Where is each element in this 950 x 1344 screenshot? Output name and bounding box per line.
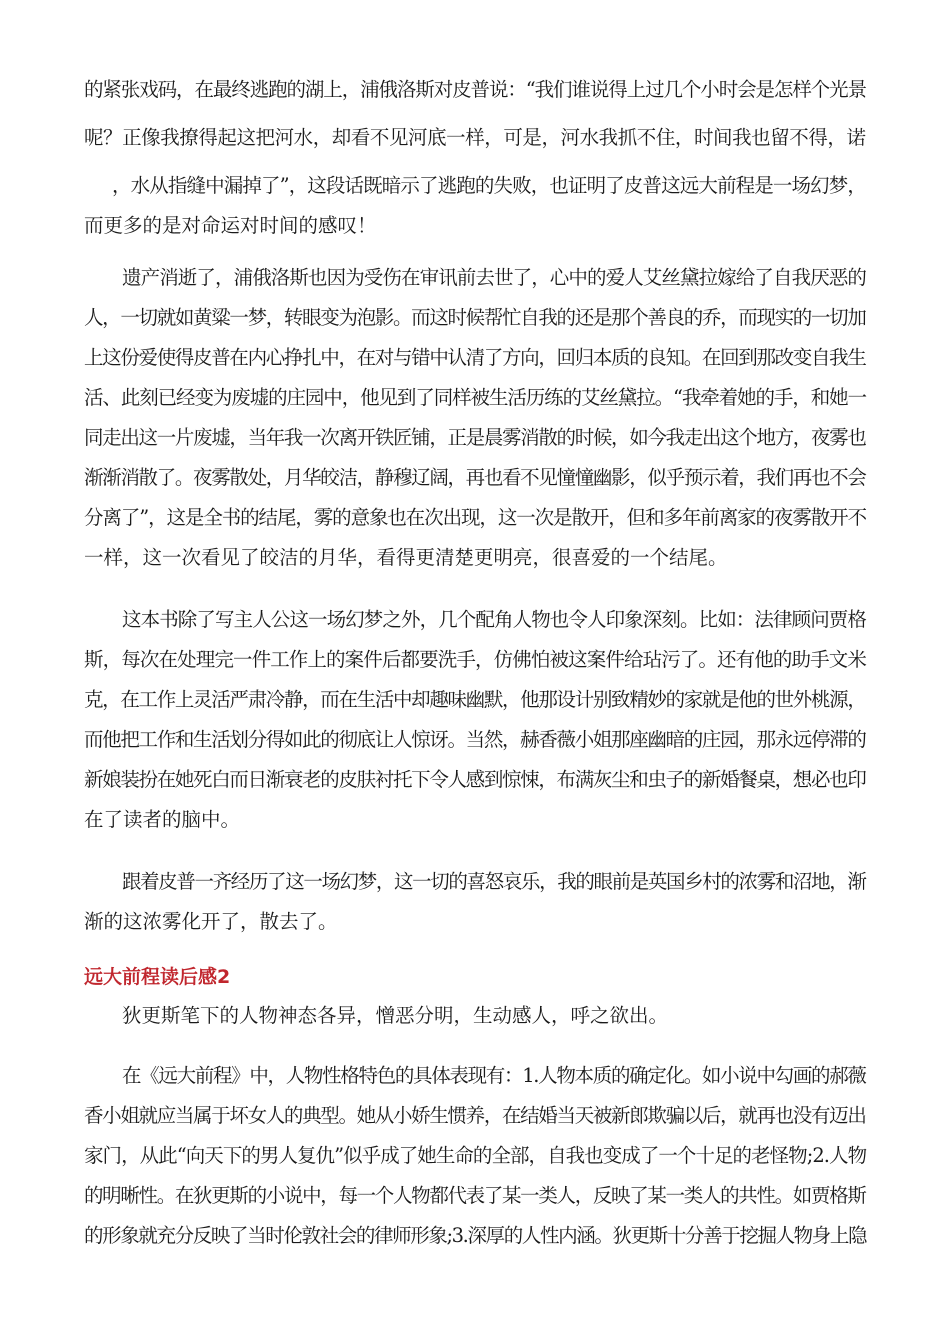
section-heading: 远大前程读后感2	[84, 966, 231, 988]
text-line: 的形象就充分反映了当时伦敦社会的律师形象;3.深厚的人性内涵。狄更斯十分善于挖掘人物身上隐	[84, 1224, 867, 1247]
text-line: 一样，这一次看见了皎洁的月华，看得更清楚更明亮，很喜爱的一个结尾。	[84, 546, 728, 569]
text-line: 克，在工作上灵活严肃冷静，而在生活中却趣味幽默，他那设计别致精妙的家就是他的世外桃源，	[84, 688, 866, 711]
text-line: 家门，从此“向天下的男人复仇”似乎成了她生命的全部，自我也变成了一个十足的老怪物;2.人物	[84, 1144, 867, 1167]
text-line: 渐渐消散了。夜雾散处，月华皎洁，静穆辽阔，再也看不见憧憧幽影，似乎预示着，我们再也不会	[84, 466, 866, 489]
text-line: 遗产消逝了，浦俄洛斯也因为受伤在审讯前去世了，心中的爱人艾丝黛拉嫁给了自我厌恶的	[122, 266, 867, 289]
text-line: 人，一切就如黄粱一梦，转眼变为泡影。而这时候帮忙自我的还是那个善良的乔，而现实的一切加	[84, 306, 866, 329]
text-line: 上这份爱使得皮普在内心挣扎中，在对与错中认清了方向，回归本质的良知。在回到那改变自我生	[84, 346, 866, 369]
text-line: 活、此刻已经变为废墟的庄园中，他见到了同样被生活历练的艾丝黛拉。“我牵着她的手，和她一	[84, 386, 866, 409]
text-line: 而更多的是对命运对时间的感叹！	[84, 214, 377, 237]
text-line: ，水从指缝中漏掉了”，这段话既暗示了逃跑的失败，也证明了皮普这远大前程是一场幻梦，	[112, 174, 866, 197]
text-line: 这本书除了写主人公这一场幻梦之外，几个配角人物也令人印象深刻。比如：法律顾问贾格	[122, 608, 867, 631]
text-line: 而他把工作和生活划分得如此的彻底让人惊讶。当然，赫香薇小姐那座幽暗的庄园，那永远停滞的	[84, 728, 866, 751]
text-line: 斯，每次在处理完一件工作上的案件后都要洗手，仿佛怕被这案件给玷污了。还有他的助手文米	[84, 648, 867, 671]
text-line: 分离了”，这是全书的结尾，雾的意象也在次出现，这一次是散开，但和多年前离家的夜雾散开不	[84, 506, 866, 529]
text-line: 的紧张戏码，在最终逃跑的湖上，浦俄洛斯对皮普说：“我们谁说得上过几个小时会是怎样个光景	[84, 78, 866, 101]
text-line: 同走出这一片废墟，当年我一次离开铁匠铺，正是晨雾消散的时候，如今我走出这个地方，夜雾也	[84, 426, 866, 449]
text-line: 跟着皮普一齐经历了这一场幻梦，这一切的喜怒哀乐，我的眼前是英国乡村的浓雾和沼地，渐	[122, 870, 866, 893]
text-line: 新娘装扮在她死白而日渐衰老的皮肤衬托下令人感到惊悚，布满灰尘和虫子的新婚餐桌，想必也印	[84, 768, 866, 791]
text-line: 的明晰性。在狄更斯的小说中，每一个人物都代表了某一类人，反映了某一类人的共性。如贾格斯	[84, 1184, 866, 1207]
text-line: 在了读者的脑中。	[84, 808, 241, 831]
text-line: 渐的这浓雾化开了，散去了。	[84, 910, 338, 933]
text-line: 狄更斯笔下的人物神态各异，憎恶分明，生动感人，呼之欲出。	[122, 1004, 669, 1027]
text-line: 香小姐就应当属于坏女人的典型。她从小娇生惯养，在结婚当天被新郎欺骗以后，就再也没有迈出	[84, 1104, 866, 1127]
text-line: 在《远大前程》中，人物性格特色的具体表现有：1.人物本质的确定化。如小说中勾画的郝薇	[122, 1064, 866, 1087]
text-line: 呢？正像我撩得起这把河水，却看不见河底一样，可是，河水我抓不住，时间我也留不得，诺	[84, 126, 866, 149]
